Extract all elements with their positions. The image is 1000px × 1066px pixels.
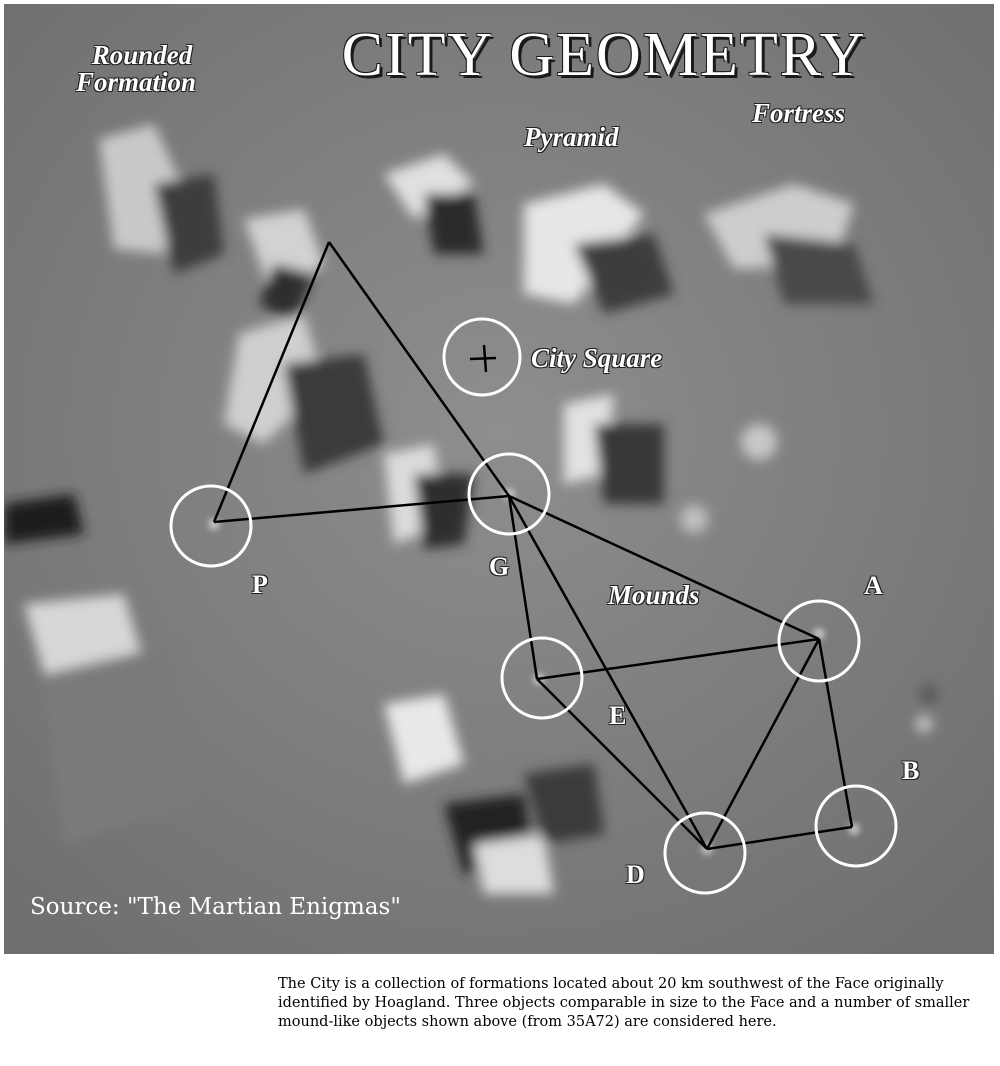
figure-caption: The City is a collection of formations located about 20 km southwest of the Face originally identified by Hoagland. Three objects comparable in size to the Face and a number of smaller mound-like objects shown above (from 35A72) are considered here.: [278, 976, 970, 1030]
point-label-e: E: [609, 701, 627, 730]
label-rounded-formation-line2: Formation: [76, 67, 197, 97]
page-title: CITY GEOMETRY: [341, 21, 867, 89]
mars-image: [4, 4, 994, 954]
point-label-g: G: [489, 552, 510, 581]
point-label-d: D: [626, 860, 645, 889]
label-city-square: City Square: [531, 343, 663, 373]
point-label-p: P: [252, 570, 268, 599]
label-fortress: Fortress: [752, 98, 846, 128]
label-rounded-formation: [76, 40, 197, 97]
terrain-map: [4, 4, 994, 954]
source-credit: Source: "The Martian Enigmas": [30, 894, 401, 920]
point-label-b: B: [902, 756, 920, 785]
label-rounded-formation-line1: Rounded: [91, 40, 193, 70]
label-pyramid: Pyramid: [524, 122, 619, 152]
label-mounds: Mounds: [608, 580, 700, 610]
point-label-a: A: [864, 571, 883, 600]
